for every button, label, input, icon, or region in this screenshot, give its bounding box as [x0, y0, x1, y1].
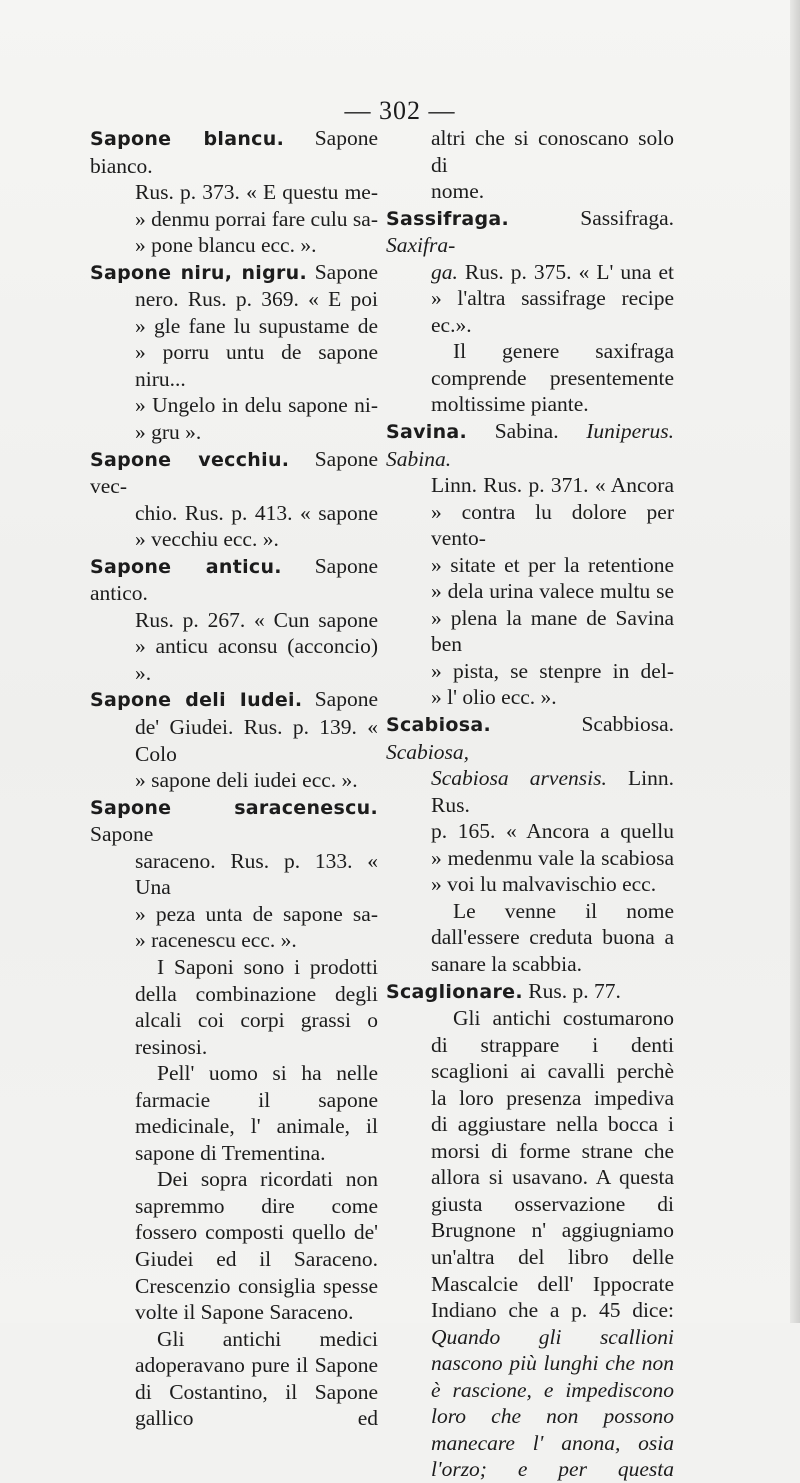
entry-scaglionare — [386, 978, 674, 1483]
entry-text: Sapone antico. — [90, 553, 379, 606]
quoted-italic-text: Quando gli scallioni nascono più lunghi che non è rascione, e impediscono loro che non possono manecare l' anona, osia l'orzo; e per questa — [431, 1324, 674, 1482]
entry-sapone-anticu — [90, 553, 378, 687]
entry-line: » gle fane lu supustame de — [135, 313, 378, 338]
paragraph-text: Pell' uomo si ha nelle farmacie il sapone medicinale, l' animale, il sapone di Trementina. — [135, 1061, 378, 1165]
entry-text: Scabbiosa. — [581, 712, 674, 737]
paragraph-text: Gli antichi medici adoperavano pure il Sapone di Costantino, il Sapone gallico ed — [135, 1326, 378, 1431]
entry-line: » denmu porrai fare culu sa- — [135, 206, 378, 231]
paragraph — [386, 338, 674, 418]
entry-text: Sapone vec- — [90, 446, 378, 499]
entry-line: » contra lu dolore per vento- — [431, 499, 674, 551]
entry-text: Rus. p. 375. « L' una et — [464, 259, 674, 284]
entry-headword: Sassifraga. — [386, 207, 510, 230]
entry-sapone-iudei — [90, 686, 378, 793]
entry-line: saraceno. Rus. p. 133. « Una — [135, 848, 378, 900]
entry-text: Sapone — [314, 259, 378, 284]
entry-text: Sabina. — [494, 419, 559, 444]
entry-sapone-niru — [90, 259, 378, 446]
paragraph — [386, 898, 674, 978]
entry-line: » Ungelo in delu sapone ni- — [135, 393, 378, 418]
entry-line: » medenmu vale la scabiosa — [431, 845, 674, 870]
entry-text: Linn. Rus. — [431, 766, 674, 817]
entry-line: » gru ». — [135, 420, 202, 445]
entry-line: » voi lu malvavischio ecc. — [431, 872, 657, 897]
entry-line: Rus. p. 267. « Cun sapone — [135, 607, 378, 632]
entry-line: » sapone deli iudei ecc. ». — [135, 768, 358, 793]
entry-text: Sapone — [90, 822, 154, 847]
right-column — [386, 125, 674, 1483]
entry-line — [386, 259, 674, 286]
entry-line: nero. Rus. p. 369. « E poi — [135, 287, 378, 312]
paragraph — [90, 1166, 378, 1325]
entry-headword: Sapone deli Iudei. — [90, 689, 303, 712]
entry-line: de' Giudei. Rus. p. 139. « Colo — [135, 715, 378, 766]
entry-line: altri che si conoscano solo di — [431, 126, 674, 177]
continued-text — [386, 125, 674, 205]
entry-line: Linn. Rus. p. 371. « Ancora — [431, 473, 674, 498]
entry-headword: Sapone vecchiu. — [90, 448, 290, 471]
entry-scabiosa — [386, 711, 674, 977]
paragraph — [90, 1326, 378, 1432]
entry-line: Rus. p. 373. « E questu me- — [135, 180, 378, 205]
entry-text: Rus. p. 77. — [528, 978, 621, 1003]
entry-sapone-saracenescu — [90, 794, 378, 954]
entry-text: Sapone — [314, 687, 379, 712]
paragraph-text: Dei sopra ricordati non sapremmo dire come fossero composti quello de' Giudei ed il Saraceno. Crescenzio consiglia spesse volte il Sapone Saraceno. — [135, 1167, 378, 1325]
entry-sassifraga — [386, 205, 674, 418]
paragraph — [90, 954, 378, 1060]
entry-line: » racenescu ecc. ». — [135, 928, 297, 953]
entry-line: » l' olio ecc. ». — [431, 685, 557, 710]
latin-name: ga. — [431, 259, 458, 284]
entry-line: » plena la mane de Savina ben — [431, 605, 674, 657]
entry-line: » dela urina valece multu se — [431, 579, 674, 604]
latin-name: Scabiosa arvensis. — [431, 766, 607, 791]
latin-name: Saxifra- — [386, 233, 456, 258]
entry-line: p. 165. « Ancora a quellu — [431, 819, 674, 844]
entry-line: » peza unta de sapone sa- — [135, 901, 378, 926]
entry-headword: Scaglionare. — [386, 980, 523, 1003]
entry-sapone-blancu — [90, 125, 378, 259]
entry-line: nome. — [431, 179, 485, 204]
entry-line — [386, 765, 674, 818]
paragraph-text: Gli antichi costumarono di strappare i denti scaglioni ai cavalli perchè la loro presenza impediva di aggiustare nella bocca i morsi di forme strane che allora si usavano. A questa giusta osservazione di Brugnone n' aggiugniamo un'altra del libro delle Mascalcie dell' Ippocrate Indiano che a p. 45 dice: — [431, 1006, 674, 1323]
paragraph-text: I Saponi sono i prodotti della combinazione degli alcali coi corpi grassi o resinosi. — [135, 954, 378, 1059]
entry-sapone-vecchiu — [90, 446, 378, 553]
entry-line: » sitate et per la retentione — [431, 552, 674, 577]
entry-headword: Sapone anticu. — [90, 555, 282, 578]
entry-headword: Sapone blancu. — [90, 128, 285, 150]
entry-line: » porru untu de sapone niru... — [135, 340, 378, 391]
entry-line: » pista, se stenpre in del- — [431, 658, 674, 683]
paragraph — [386, 1005, 674, 1483]
entry-line: chio. Rus. p. 413. « sapone — [135, 500, 378, 525]
entry-line: » pone blancu ecc. ». — [135, 233, 317, 258]
paragraph-text: Le venne il nome dall'essere creduta buona a sanare la scabbia. — [431, 898, 674, 976]
entry-text: Sapone bianco. — [90, 126, 378, 178]
latin-name: Iuniperus. Sabina. — [386, 419, 674, 471]
entry-headword: Sapone saracenescu. — [90, 796, 378, 819]
entry-line: » l'altra sassifrage recipe ec.». — [431, 286, 674, 337]
entry-headword: Savina. — [386, 421, 468, 444]
entry-line: » anticu aconsu (acconcio) ». — [135, 634, 378, 685]
entry-line: » vecchiu ecc. ». — [135, 527, 279, 552]
paragraph-text: Il genere saxifraga comprende presentemente moltissime piante. — [431, 339, 674, 417]
entry-headword: Scabiosa. — [386, 714, 491, 737]
latin-name: Scabiosa, — [386, 739, 470, 764]
left-column — [90, 125, 378, 1432]
entry-text: Sassifraga. — [580, 205, 674, 230]
entry-headword: Sapone niru, nigru. — [90, 261, 308, 284]
paragraph — [90, 1060, 378, 1166]
page-edge-shadow — [790, 0, 800, 1323]
page-number: — 302 — — [344, 96, 456, 125]
entry-savina — [386, 418, 674, 711]
